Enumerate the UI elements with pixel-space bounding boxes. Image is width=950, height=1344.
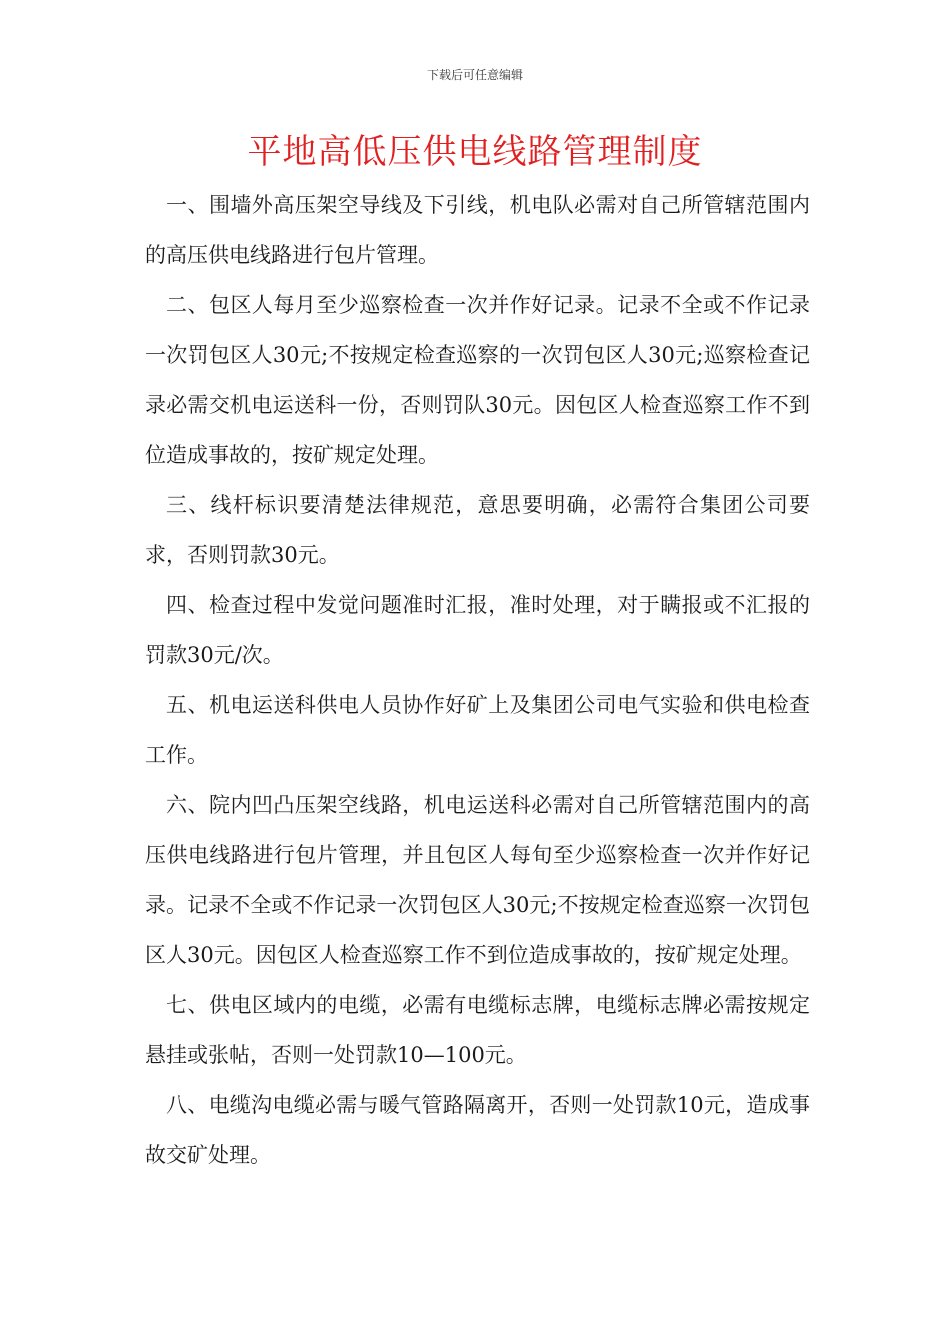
paragraph-1: 一、围墙外高压架空导线及下引线，机电队必需对自己所管辖范围内的高压供电线路进行包片管理。 (145, 193, 810, 267)
paragraph-8: 八、电缆沟电缆必需与暖气管路隔离开，否则一处罚款10元，造成事故交矿处理。 (145, 1093, 810, 1167)
document-body (145, 180, 810, 1180)
paragraph-2: 二、包区人每月至少巡察检查一次并作好记录。记录不全或不作记录一次罚包区人30元;不按规定检查巡察的一次罚包区人30元;巡察检查记录必需交机电运送科一份，否则罚队30元。因包区人检查巡察工作不到位造成事故的，按矿规定处理。 (145, 293, 810, 467)
paragraph-3: 三、线杆标识要清楚法律规范，意思要明确，必需符合集团公司要求，否则罚款30元。 (145, 493, 810, 567)
document-title: 平地高低压供电线路管理制度 (247, 132, 703, 172)
header-note: 下载后可任意编辑 (426, 68, 523, 82)
paragraph-7: 七、供电区域内的电缆，必需有电缆标志牌，电缆标志牌必需按规定悬挂或张帖，否则一处罚款10—100元。 (145, 993, 810, 1067)
paragraph-6: 六、院内凹凸压架空线路，机电运送科必需对自己所管辖范围内的高压供电线路进行包片管理，并且包区人每旬至少巡察检查一次并作好记录。记录不全或不作记录一次罚包区人30元;不按规定检查巡察一次罚包区人30元。因包区人检查巡察工作不到位造成事故的，按矿规定处理。 (145, 793, 810, 967)
paragraph-5: 五、机电运送科供电人员协作好矿上及集团公司电气实验和供电检查工作。 (145, 693, 810, 767)
paragraph-4: 四、检查过程中发觉问题准时汇报，准时处理，对于瞒报或不汇报的罚款30元/次。 (145, 593, 810, 667)
